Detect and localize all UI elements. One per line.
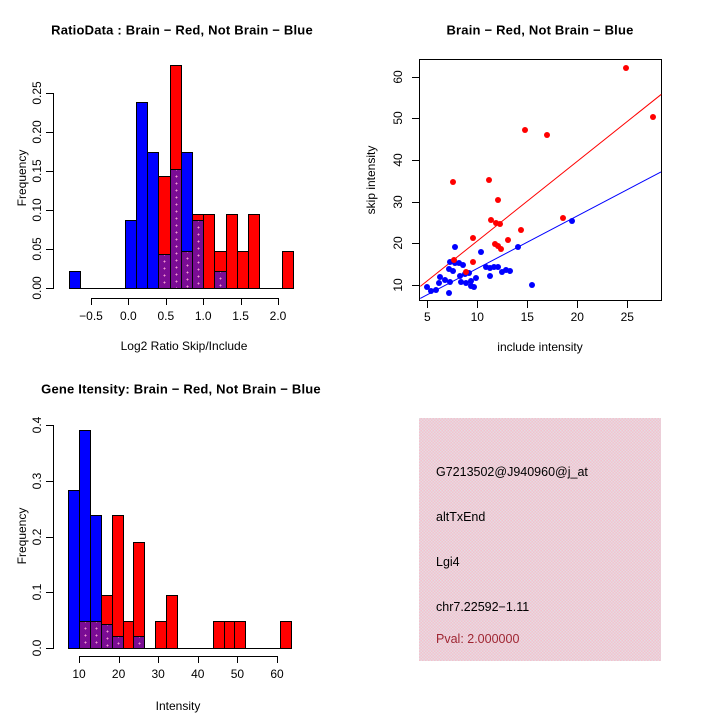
x-tick — [527, 301, 528, 308]
scatter-point-blue — [471, 284, 477, 290]
y-tick-label: 20 — [391, 236, 405, 251]
scatter-point-blue — [515, 244, 521, 250]
scatter-point-red — [522, 127, 528, 133]
y-tick-label: 0.25 — [30, 81, 44, 105]
scatter-point-red — [544, 132, 550, 138]
ratio-hist-ylabel: Frequency — [15, 149, 29, 207]
gene-hist-ylabel: Frequency — [15, 507, 29, 565]
y-tick — [412, 118, 419, 119]
y-tick — [46, 537, 53, 538]
y-tick — [46, 481, 53, 482]
x-tick — [277, 656, 278, 663]
x-tick-label: 5 — [423, 310, 431, 324]
x-tick — [91, 298, 92, 305]
scatter-point-blue — [478, 249, 484, 255]
y-tick — [412, 285, 419, 286]
scatter-point-blue — [433, 287, 439, 293]
y-tick — [46, 425, 53, 426]
scatter-point-red — [470, 235, 476, 241]
scatter-point-red — [486, 177, 492, 183]
pval-text: Pval: 2.000000 — [436, 632, 520, 646]
x-tick — [427, 301, 428, 308]
scatter-title: Brain − Red, Not Brain − Blue — [446, 22, 634, 38]
scatter-xlabel: include intensity — [497, 340, 583, 354]
scatter-point-red — [650, 114, 656, 120]
x-tick — [477, 301, 478, 308]
y-tick-label: 0.2 — [30, 528, 44, 545]
x-tick — [627, 301, 628, 308]
bar-red — [248, 214, 260, 289]
y-tick-label: 0.4 — [30, 416, 44, 434]
y-tick-label: 0.00 — [30, 276, 44, 300]
ratio-hist-title: RatioData : Brain − Red, Not Brain − Blue — [51, 22, 313, 38]
scatter-point-red — [495, 197, 501, 203]
scatter-point-blue — [569, 218, 575, 224]
x-tick-label: 25 — [620, 310, 634, 324]
x-tick-label: 50 — [230, 667, 245, 681]
x-tick-label: 30 — [151, 667, 165, 681]
y-tick — [46, 592, 53, 593]
y-tick-label: 50 — [391, 111, 405, 126]
scatter-point-red — [463, 269, 469, 275]
scatter-point-red — [470, 259, 476, 265]
scatter-point-blue — [447, 279, 453, 285]
x-tick-label: 40 — [191, 667, 205, 681]
x-tick-label: 10 — [470, 310, 484, 324]
x-tick — [577, 301, 578, 308]
x-tick-label: −0.5 — [79, 309, 103, 323]
scatter-point-blue — [487, 273, 493, 279]
scatter-point-blue — [507, 268, 513, 274]
y-tick-label: 0.1 — [30, 583, 44, 601]
y-tick-label: 60 — [391, 70, 405, 84]
splice-type-text: altTxEnd — [436, 510, 486, 524]
scatter-point-blue — [446, 290, 452, 296]
scatter-point-blue — [473, 275, 479, 281]
x-tick — [158, 656, 159, 663]
y-tick — [412, 160, 419, 161]
x-tick-label: 1.5 — [232, 309, 249, 323]
scatter-point-red — [623, 65, 629, 71]
x-tick — [128, 298, 129, 305]
x-tick — [241, 298, 242, 305]
probe-id-text: G7213502@J940960@j_at — [436, 465, 588, 479]
x-tick-label: 1.0 — [194, 309, 212, 323]
bar-red — [280, 621, 292, 649]
y-tick-label: 0.15 — [30, 159, 44, 183]
bar-overlap — [133, 636, 145, 649]
gene-hist-title: Gene Itensity: Brain − Red, Not Brain − Blue — [41, 381, 321, 397]
y-tick — [46, 648, 53, 649]
x-tick-label: 20 — [570, 310, 584, 324]
x-tick — [166, 298, 167, 305]
x-tick — [79, 656, 80, 663]
y-tick-label: 0.0 — [30, 639, 44, 657]
scatter-point-red — [497, 221, 503, 227]
bar-red — [166, 595, 178, 649]
y-axis-line — [53, 93, 54, 289]
x-tick-label: 0.5 — [157, 309, 175, 323]
bar-red — [133, 542, 145, 649]
y-tick-label: 40 — [391, 153, 405, 167]
x-tick-label: 2.0 — [269, 309, 287, 323]
x-tick — [119, 656, 120, 663]
scatter-point-blue — [450, 268, 456, 274]
x-tick-label: 0.0 — [120, 309, 137, 323]
scatter-point-blue — [452, 244, 458, 250]
y-tick — [46, 210, 53, 211]
scatter-point-red — [451, 257, 457, 263]
scatter-point-red — [560, 215, 566, 221]
bar-red — [234, 621, 246, 649]
bar-red — [282, 251, 294, 289]
y-tick — [412, 202, 419, 203]
x-tick — [278, 298, 279, 305]
y-tick — [46, 249, 53, 250]
y-tick — [46, 132, 53, 133]
x-tick-label: 10 — [72, 667, 86, 681]
scatter-point-red — [450, 179, 456, 185]
scatter-point-blue — [460, 262, 466, 268]
gene-info-panel — [419, 418, 661, 661]
scatter-point-blue — [529, 282, 535, 288]
y-tick — [412, 77, 419, 78]
gene-hist-xlabel: Intensity — [155, 699, 201, 713]
y-tick — [46, 288, 53, 289]
y-tick-label: 10 — [391, 278, 405, 292]
locus-text: chr7.22592−1.11 — [436, 600, 530, 614]
scatter-ylabel: skip intensity — [364, 145, 378, 215]
x-tick-label: 20 — [111, 667, 126, 681]
x-tick — [237, 656, 238, 663]
y-tick — [412, 243, 419, 244]
y-tick — [46, 171, 53, 172]
gene-name-text: Lgi4 — [436, 555, 460, 569]
x-tick — [203, 298, 204, 305]
y-tick — [46, 93, 53, 94]
y-tick-label: 0.05 — [30, 237, 44, 261]
x-tick-label: 15 — [520, 310, 534, 324]
scatter-point-blue — [436, 280, 442, 286]
x-tick — [198, 656, 199, 663]
y-tick-label: 0.3 — [30, 472, 44, 490]
y-tick-label: 30 — [391, 195, 405, 209]
bar-blue — [69, 271, 81, 289]
x-axis-line — [91, 298, 279, 299]
x-axis-line — [79, 656, 278, 657]
y-axis-line — [53, 425, 54, 649]
y-tick-label: 0.10 — [30, 198, 44, 222]
scatter-point-red — [505, 237, 511, 243]
scatter-point-red — [498, 246, 504, 252]
scatter-point-red — [518, 227, 524, 233]
ratio-hist-xlabel: Log2 Ratio Skip/Include — [120, 339, 248, 353]
y-tick-label: 0.20 — [30, 120, 44, 144]
x-tick-label: 60 — [270, 667, 284, 681]
